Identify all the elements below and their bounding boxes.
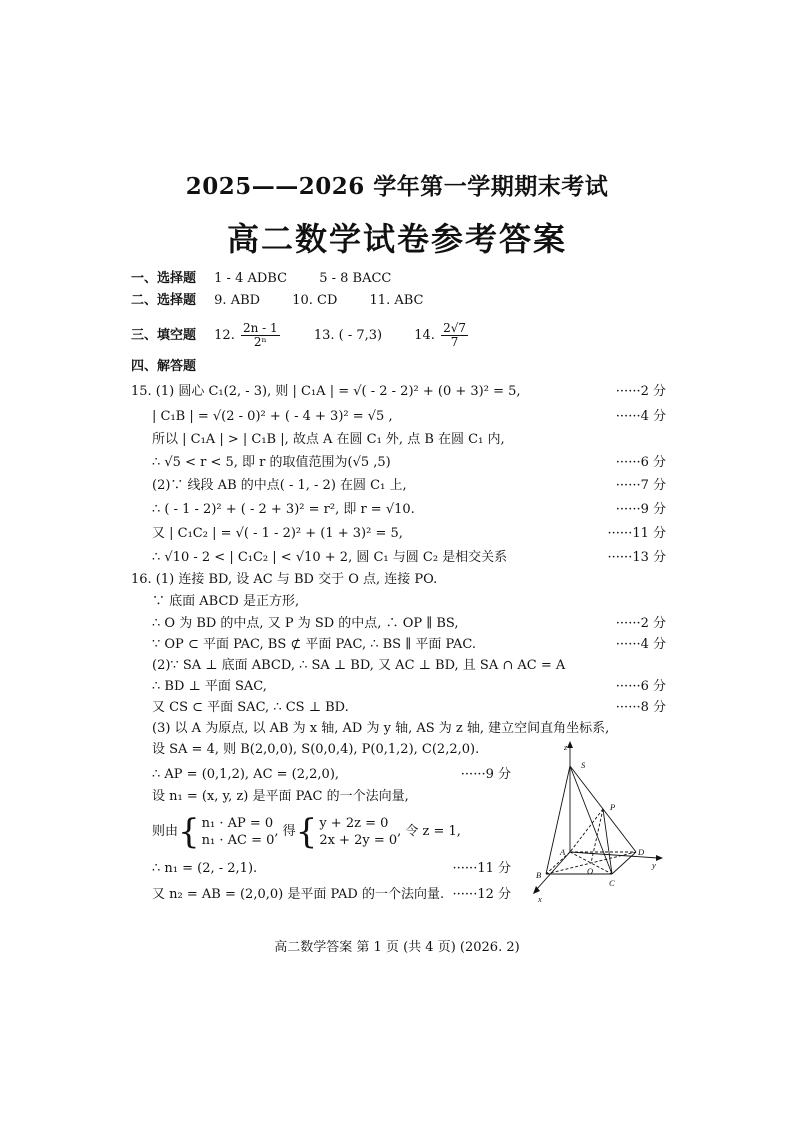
label-A: A [560, 847, 566, 857]
solution-text: (3) 以 A 为原点, 以 AB 为 x 轴, AD 为 y 轴, AS 为 z 轴, 建立空间直角坐标系, [152, 721, 610, 736]
edge-SC [570, 766, 612, 874]
q16-line [152, 613, 666, 635]
solution-text: ∴ AP = (0,1,2), AC = (2,2,0), [152, 767, 340, 782]
q14-numerator: 2√7 [443, 321, 466, 335]
answer-group: 1 - 4 ADBC [214, 271, 288, 286]
q12-numerator: 2n - 1 [242, 321, 278, 335]
points: ······11 分 [607, 526, 666, 541]
label-D: D [638, 847, 645, 857]
label-P: P [610, 802, 616, 812]
sys-left [202, 815, 275, 849]
label-C: C [609, 878, 615, 888]
answer-group: 10. CD [292, 293, 338, 308]
sys-suffix: , 令 z = 1, [397, 824, 461, 839]
answer-group: 9. ABD [214, 293, 261, 308]
points: ······6 分 [615, 679, 666, 694]
label-S: S [581, 760, 586, 770]
section-fill-in [131, 318, 666, 354]
label-y: y [652, 860, 656, 870]
points: ······2 分 [615, 384, 666, 399]
q15-line [152, 429, 666, 451]
label-z: z [564, 742, 568, 752]
solution-text: ∵ 底面 ABCD 是正方形, [152, 594, 300, 609]
pyramid-figure [530, 740, 666, 905]
section-label: 二、选择题 [131, 293, 197, 308]
solution-text: (2)∵ 线段 AB 的中点( - 1, - 2) 在圆 C₁ 上, [152, 478, 407, 493]
z-arrow [567, 741, 573, 748]
q16-line [152, 697, 666, 719]
points: ······13 分 [607, 550, 666, 565]
solution-text: 设 n₁ = (x, y, z) 是平面 PAC 的一个法向量, [152, 789, 409, 804]
solution-text: 又 n₂ = AB = (2,0,0) 是平面 PAD 的一个法向量. [152, 887, 445, 902]
q15-line [152, 406, 666, 428]
solution-text: 设 SA = 4, 则 B(2,0,0), S(0,0,4), P(0,1,2), C(2,2,0). [152, 742, 480, 757]
points: ······12 分 [452, 887, 511, 902]
page-footer: 高二数学答案 第 1 页 (共 4 页) (2026. 2) [274, 940, 520, 955]
section-solutions [131, 356, 666, 378]
solution-text: (2)∵ SA ⊥ 底面 ABCD, ∴ SA ⊥ BD, 又 AC ⊥ BD, 且 SA ∩ AC = A [152, 658, 566, 673]
section-label: 一、选择题 [131, 271, 197, 286]
sys-eq: 2x + 2y = 0 [319, 832, 398, 848]
points: ······9 分 [615, 502, 666, 517]
sys-eq: n₁ · AC = 0 [201, 832, 275, 848]
points: ······11 分 [452, 861, 511, 876]
exam-title: 2025——2026 学年第一学期期末考试 [185, 173, 609, 200]
q16-line [131, 569, 666, 591]
q16-line [152, 591, 666, 613]
q14-fraction [441, 322, 468, 349]
edge-SB [546, 766, 570, 874]
sys-prefix: 则由 [152, 824, 179, 839]
solution-text: ∴ BD ⊥ 平面 SAC, [152, 679, 267, 694]
section-choice-2 [131, 290, 666, 312]
points: ······4 分 [615, 637, 666, 652]
solution-text: 所以 | C₁A | > | C₁B |, 故点 A 在圆 C₁ 外, 点 B 在圆 C₁ 内, [152, 432, 505, 447]
solution-text: 16. (1) 连接 BD, 设 AC 与 BD 交于 O 点, 连接 PO. [131, 572, 438, 587]
points: ······8 分 [615, 700, 666, 715]
q15-line [152, 547, 666, 569]
q14-denominator: 7 [450, 335, 459, 349]
q15-line [152, 523, 666, 545]
solution-text: 又 | C₁C₂ | = √( - 1 - 2)² + (1 + 3)² = 5, [152, 526, 403, 541]
section-choice-1 [131, 268, 666, 290]
q15-line [131, 381, 666, 403]
left-brace: { [295, 811, 318, 852]
sys-eq: n₁ · AP = 0 [201, 815, 274, 831]
answer-group: 11. ABC [369, 293, 424, 308]
points: ······7 分 [615, 478, 666, 493]
solution-text: ∴ n₁ = (2, - 2,1). [152, 861, 258, 876]
q15-line [152, 452, 666, 474]
q12-denominator: 2ⁿ [253, 335, 267, 349]
label-x: x [538, 894, 542, 904]
sys-middle: , 得 [274, 824, 296, 839]
left-brace: { [178, 811, 200, 852]
answer-key-title: 高二数学试卷参考答案 [226, 220, 567, 258]
q14-number: 14. [414, 328, 435, 343]
solution-text: ∴ ( - 1 - 2)² + ( - 2 + 3)² = r², 即 r = √10. [152, 502, 415, 517]
q16-line [152, 718, 666, 740]
sys-right [319, 815, 397, 849]
q15-line [152, 499, 666, 521]
q16-line [152, 634, 666, 656]
points: ······6 分 [615, 455, 666, 470]
solution-text: | C₁B | = √(2 - 0)² + ( - 4 + 3)² = √5 , [152, 409, 393, 424]
y-arrow [656, 855, 663, 861]
q13-answer: 13. ( - 7,3) [313, 328, 383, 343]
q15-line [152, 475, 666, 497]
q16-line [152, 676, 666, 698]
solution-text: 15. (1) 圆心 C₁(2, - 3), 则 | C₁A | = √( - 2 - 2)² + (0 + 3)² = 5, [131, 384, 521, 399]
points: ······2 分 [615, 616, 666, 631]
solution-text: ∴ √10 - 2 < | C₁C₂ | < √10 + 2, 圆 C₁ 与圆 C₂ 是相交关系 [152, 550, 508, 565]
sys-eq: y + 2z = 0 [319, 815, 389, 831]
solution-text: ∴ O 为 BD 的中点, 又 P 为 SD 的中点, ∴ OP ∥ BS, [152, 616, 459, 631]
label-O: O [587, 866, 594, 876]
q12-number: 12. [214, 328, 235, 343]
label-B: B [536, 870, 542, 880]
section-label: 三、填空题 [131, 328, 197, 343]
points: ······4 分 [615, 409, 666, 424]
points: ······9 分 [460, 767, 511, 782]
solution-text: ∴ √5 < r < 5, 即 r 的取值范围为(√5 ,5) [152, 455, 391, 470]
solution-text: 又 CS ⊂ 平面 SAC, ∴ CS ⊥ BD. [152, 700, 349, 715]
section-label: 四、解答题 [131, 359, 197, 374]
solution-text: ∵ OP ⊂ 平面 PAC, BS ⊄ 平面 PAC, ∴ BS ∥ 平面 PAC. [152, 637, 477, 652]
q12-fraction [241, 322, 280, 349]
answer-group: 5 - 8 BACC [319, 271, 392, 286]
q16-line [152, 655, 666, 677]
